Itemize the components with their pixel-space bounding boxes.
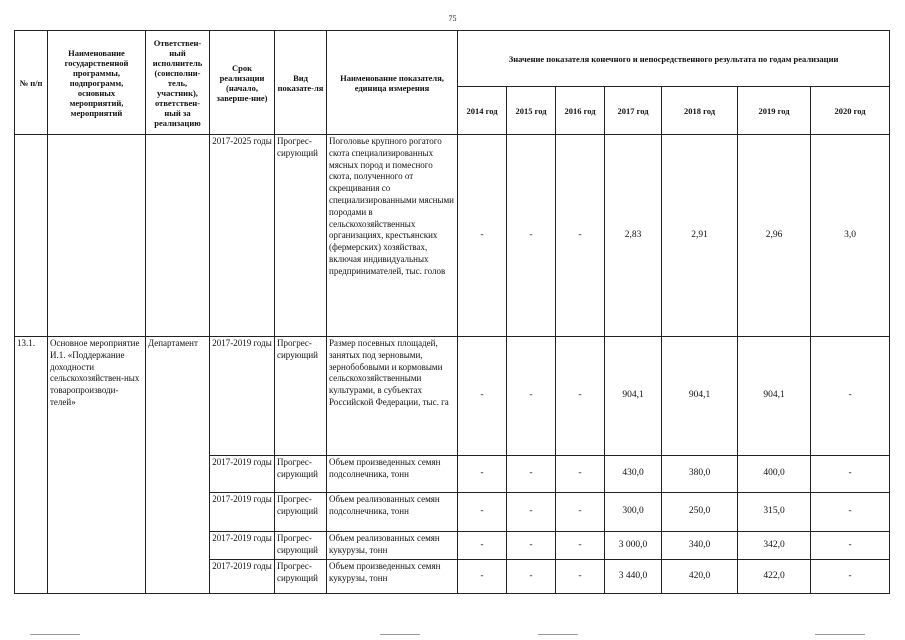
header-indicator: Наименование показателя, единица измерения xyxy=(327,31,458,135)
cell-value: 2,83 xyxy=(605,135,662,337)
header-year: 2020 год xyxy=(811,87,890,135)
cell-kind: Прогрес-сирующий xyxy=(275,493,327,532)
header-year: 2015 год xyxy=(507,87,556,135)
cell-value: 250,0 xyxy=(662,493,738,532)
cell-value: - xyxy=(811,493,890,532)
cell-value: 904,1 xyxy=(605,337,662,456)
cell-kind: Прогрес-сирующий xyxy=(275,456,327,493)
cell-value: - xyxy=(507,532,556,560)
cell-value: - xyxy=(507,560,556,594)
cell-value: - xyxy=(556,456,605,493)
cell-kind: Прогрес-сирующий xyxy=(275,560,327,594)
cell-period: 2017-2019 годы xyxy=(210,493,275,532)
cell-value: 3,0 xyxy=(811,135,890,337)
cell-value: - xyxy=(556,532,605,560)
header-year: 2018 год xyxy=(662,87,738,135)
cell-indicator: Объем произведенных семян кукурузы, тонн xyxy=(327,560,458,594)
cell-kind: Прогрес-сирующий xyxy=(275,532,327,560)
table-row xyxy=(15,135,890,337)
header-year: 2014 год xyxy=(458,87,507,135)
cell-value: - xyxy=(811,532,890,560)
indicators-table xyxy=(14,30,890,594)
table-row xyxy=(15,337,890,456)
cell-kind: Прогрес-сирующий xyxy=(275,135,327,337)
cell-value: 904,1 xyxy=(662,337,738,456)
cell-period: 2017-2019 годы xyxy=(210,532,275,560)
cell-value: 2,91 xyxy=(662,135,738,337)
cell-executor xyxy=(146,135,210,337)
cell-value: - xyxy=(507,135,556,337)
cell-value: - xyxy=(811,456,890,493)
cell-period: 2017-2019 годы xyxy=(210,456,275,493)
cell-value: - xyxy=(458,135,507,337)
header-year: 2019 год xyxy=(738,87,811,135)
scan-artifact-line xyxy=(538,634,578,635)
cell-value: 340,0 xyxy=(662,532,738,560)
page-number: 75 xyxy=(448,14,457,23)
cell-value: - xyxy=(458,493,507,532)
cell-executor: Департамент xyxy=(146,337,210,594)
cell-value: 315,0 xyxy=(738,493,811,532)
cell-value: 342,0 xyxy=(738,532,811,560)
cell-kind: Прогрес-сирующий xyxy=(275,337,327,456)
header-kind: Вид показате-ля xyxy=(275,31,327,135)
header-values-group: Значение показателя конечного и непосредственного результата по годам реализации xyxy=(458,31,890,87)
cell-indicator: Объем реализованных семян подсолнечника, тонн xyxy=(327,493,458,532)
cell-period: 2017-2019 годы xyxy=(210,560,275,594)
header-year: 2017 год xyxy=(605,87,662,135)
cell-indicator: Поголовье крупного рогатого скота специализированных мясных пород и помесного скота, полученного от скрещивания со специализированными мясными породами в сельскохозяйственных организациях, крестьянских (фермерских) хозяйствах, включая индивидуальных предпринимателей, тыс. голов xyxy=(327,135,458,337)
cell-period: 2017-2019 годы xyxy=(210,337,275,456)
cell-value: - xyxy=(507,456,556,493)
header-year: 2016 год xyxy=(556,87,605,135)
cell-value: - xyxy=(458,532,507,560)
cell-value: - xyxy=(507,493,556,532)
cell-num: 13.1. xyxy=(15,337,48,594)
scan-artifact-line xyxy=(30,634,80,635)
cell-value: 400,0 xyxy=(738,456,811,493)
cell-value: - xyxy=(811,337,890,456)
cell-value: - xyxy=(556,135,605,337)
header-num: № п/п xyxy=(15,31,48,135)
cell-period: 2017-2025 годы xyxy=(210,135,275,337)
cell-num xyxy=(15,135,48,337)
cell-value: 3 440,0 xyxy=(605,560,662,594)
cell-value: - xyxy=(556,560,605,594)
cell-value: 3 000,0 xyxy=(605,532,662,560)
cell-program: Основное мероприятие И.1. «Поддержание доходности сельскохозяйствен-ных товаропроизводи-телей» xyxy=(48,337,146,594)
cell-value: - xyxy=(556,337,605,456)
header-period: Срок реализации (начало, заверше-ние) xyxy=(210,31,275,135)
cell-value: - xyxy=(458,456,507,493)
cell-value: - xyxy=(458,337,507,456)
cell-indicator: Объем произведенных семян подсолнечника, тонн xyxy=(327,456,458,493)
cell-value: - xyxy=(811,560,890,594)
cell-indicator: Размер посевных площадей, занятых под зерновыми, зернобобовыми и кормовыми сельскохозяйственными культурами, в субъектах Российской Федерации, тыс. га xyxy=(327,337,458,456)
cell-value: 422,0 xyxy=(738,560,811,594)
cell-value: 904,1 xyxy=(738,337,811,456)
scan-artifact-line xyxy=(380,634,420,635)
cell-value: - xyxy=(556,493,605,532)
scan-artifact-line xyxy=(815,634,865,635)
cell-value: 380,0 xyxy=(662,456,738,493)
header-executor: Ответствен-ный исполнитель (соисполни-тель, участник), ответствен-ный за реализацию xyxy=(146,31,210,135)
cell-value: - xyxy=(458,560,507,594)
cell-program xyxy=(48,135,146,337)
cell-value: 420,0 xyxy=(662,560,738,594)
header-program: Наименование государственной программы, подпрограмм, основных мероприятий, мероприятий xyxy=(48,31,146,135)
cell-indicator: Объем реализованных семян кукурузы, тонн xyxy=(327,532,458,560)
cell-value: 2,96 xyxy=(738,135,811,337)
cell-value: 300,0 xyxy=(605,493,662,532)
cell-value: 430,0 xyxy=(605,456,662,493)
cell-value: - xyxy=(507,337,556,456)
